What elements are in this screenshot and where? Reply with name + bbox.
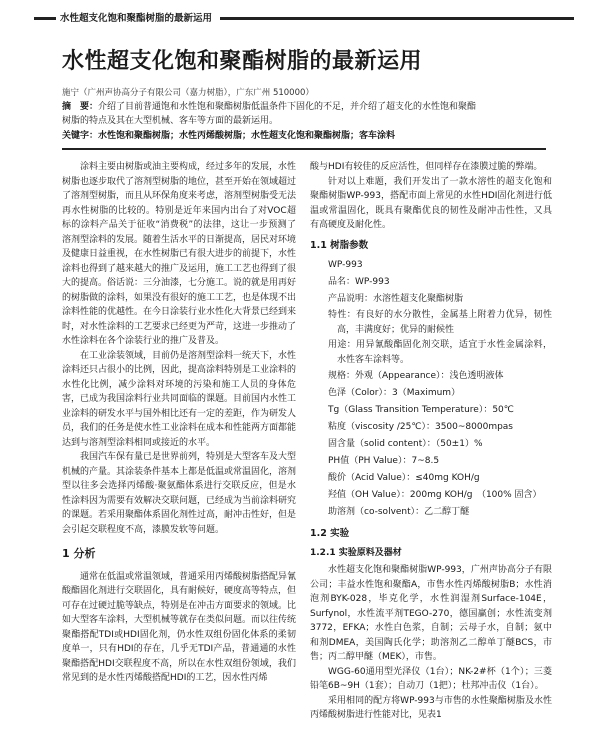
body-paragraph: 采用相同的配方将WP-993与市售的水性聚酯树脂及水性丙烯酸树脂进行性能对比，见表1: [310, 695, 552, 720]
parameter-item: 色泽（Color）：3（Maximum）: [328, 388, 461, 398]
parameter-item: 用途：用异氰酸酯固化剂交联，适宜于水性金属涂料，水性客车涂料等。: [328, 340, 552, 365]
parameter-item: 助溶剂（co-solvent）：乙二醇丁醚: [328, 507, 470, 517]
running-title: 水性超支化饱和聚酯树脂的最新运用: [60, 13, 213, 24]
body-paragraph: 我国汽车保有量已是世界前列，特别是大型客车及大型机械的产量。其涂装条件基本上都是低温或常温固化，溶剂型以往多会选择丙烯酸·聚氨酯体系进行交联反应，但是水性涂料因为需要有效解决交联问题，已经成为当前涂料研究的课题。若采用聚酯体系固化剂性过高，耐冲击性好，但是会引起交联程度不高，漆膜发软等问题。: [62, 452, 297, 535]
parameter-item: PH值（PH Value）：7~8.5: [328, 456, 440, 466]
body-paragraph: 通常在低温或常温领域，普通采用丙烯酸树脂搭配异氰酸酯固化剂进行交联固化，具有耐候好，硬度高等特点，但可存在过硬过脆等缺点，特别是在冲击方面要求的领域。比如大型客车涂料，大型机械等就存在类似问题。而以往传统聚酯搭配TDI或HDI固化剂，仍水性双组份固化体系的柔韧度单一，只有HDI的存在，几乎无TDI产品，普通通的水性聚酯搭配HDI交联程度不高，所以在水性双组份领域，我们常见到的是水性丙烯酸搭配HDI的工艺，因水性丙烯: [62, 571, 297, 683]
header-bar-left: [34, 17, 56, 20]
parameter-item: 固含量（solid content）：（50±1）%: [328, 439, 483, 449]
abstract-label: 摘 要：: [62, 102, 99, 112]
abstract: [62, 100, 482, 128]
parameter-item: WP-993: [328, 260, 363, 270]
header-bar-right: [220, 17, 574, 20]
keywords: [62, 128, 542, 141]
body-paragraph: 涂料主要由树脂或油主要构成，经过多年的发展，水性树脂也逐步取代了溶剂型树脂的地位，甚至开始在领域超过了溶剂型树脂，而且从环保角度来考虑，溶剂型树脂受无法再水性树脂的比较的。特别是近年来国内出台了对VOC超标的涂料产品关于征收“消费税”的法律，这让一步预测了溶剂型涂料的发展。随着生活水平的日渐提高，居民对环境及健康日益重视，在水性树脂已有很大进步的前提下，水性涂料也得到了越来越大的推广及运用，施工工艺也得到了很大的提高。俗话说：三分油漆，七分施工。说的就是用再好的树脂做的涂料，如果没有很好的施工工艺，也是体现不出涂料性能的优越性。在今日涂装行业水性化大背景已经到来时，对水性涂料的工艺要求已经更为严苛，这进一步推动了水性涂料在各个涂装行业的推广及普及。: [62, 162, 297, 346]
left-column: [62, 160, 296, 686]
section-heading-resin-params: 1.1 树脂参数: [310, 239, 369, 251]
body-paragraph: 在工业涂装领域，目前仍是溶剂型涂料一统天下，水性涂料还只占很小的比例，因此，提高涂料特别是工业涂料的水性化比例，减少涂料对环境的污染和施工人员的身体危害，已成为我国涂料行业共同面临的课题。目前国内水性工业涂料的研发水平与国外相比还有一定的差距，作为研发人员，我们的任务是使水性工业涂料在成本和性能两方面都能达到与溶剂型涂料相同或接近的水平。: [62, 350, 297, 448]
body-paragraph: 酸与HDI有较佳的反应活性，但同样存在漆膜过脆的弊端。: [310, 162, 543, 172]
subsection-heading-materials: 1.2.1 实验原料及器材: [310, 547, 402, 558]
body-paragraph: 水性超支化饱和聚酯树脂WP-993，广州声协高分子有限公司；丰益水性饱和聚酯A，市售水性丙烯酸树脂B；水性消泡剂BYK-028，毕克化学，水性润湿剂Surface-104E，Surfynol，水性流平剂TEGO-270，德国赢创；水性流变剂3772，EFKA；水性白色浆，自制；云母子水，自制；氨中和剂DMEA，美国陶氏化学；助溶剂乙二醇单丁醚BCS，市售；丙二醇甲醚（MEK），市售。: [310, 565, 552, 662]
section-heading-experiment: 1.2 实验: [310, 528, 350, 539]
parameter-item: 羟值（OH Value）：200mg KOH/g （100% 固含）: [328, 490, 542, 500]
article-title: 水性超支化饱和聚酯树脂的最新运用: [62, 49, 423, 74]
parameter-item: Tg（Glass Transition Temperature）：50℃: [328, 405, 514, 415]
header-divider: [62, 148, 546, 150]
parameter-item: 规格：外观（Appearance）：浅色透明液体: [328, 371, 504, 381]
parameter-item: 特性：有良好的水分散性，金属基上附着力优异，韧性高，丰满度好；优异的耐候性: [328, 310, 552, 335]
body-paragraph: 针对以上难题，我们开发出了一款水溶性的超支化饱和聚酯树脂WP-993，搭配市面上常见的水性HDI固化剂进行低温或常温固化，既具有聚酯优良的韧性及耐冲击性性，又具有高硬度及耐化性。: [310, 176, 552, 230]
keywords-text: 水性饱和聚酯树脂；水性丙烯酸树脂；水性超支化饱和聚酯树脂；客车涂料: [98, 131, 396, 141]
body-paragraph: WGG-60通用型光泽仪（1台）；NK-2#杯（1个）；三菱铅笔6B~9H（1套）；自动刀（1把）；杜邦冲击仪（1台）。: [310, 666, 552, 691]
right-column: [310, 160, 552, 723]
running-header: [34, 10, 574, 26]
parameter-item: 产品说明：水溶性超支化聚酯树脂: [328, 294, 464, 304]
resin-parameter-list: [310, 257, 552, 521]
keywords-label: 关键字：: [62, 131, 99, 141]
parameter-item: 粘度（viscosity /25℃）：3500~8000mpas: [328, 422, 514, 432]
abstract-text: 介绍了目前普通饱和水性饱和聚酯树脂低温条件下固化的不足，并介绍了超支化的水性饱和聚酯树脂的特点及其在大型机械、客车等方面的最新运用。: [62, 102, 477, 126]
parameter-item: 酸价（Acid Value）：≤40mg KOH/g: [328, 473, 480, 483]
author-line: 施宁（广州声协高分子有限公司（嘉力树脂），广东广州 510000）: [62, 88, 314, 98]
section-heading-analysis: 1 分析: [62, 547, 96, 560]
parameter-item: 品名：WP-993: [328, 277, 390, 287]
